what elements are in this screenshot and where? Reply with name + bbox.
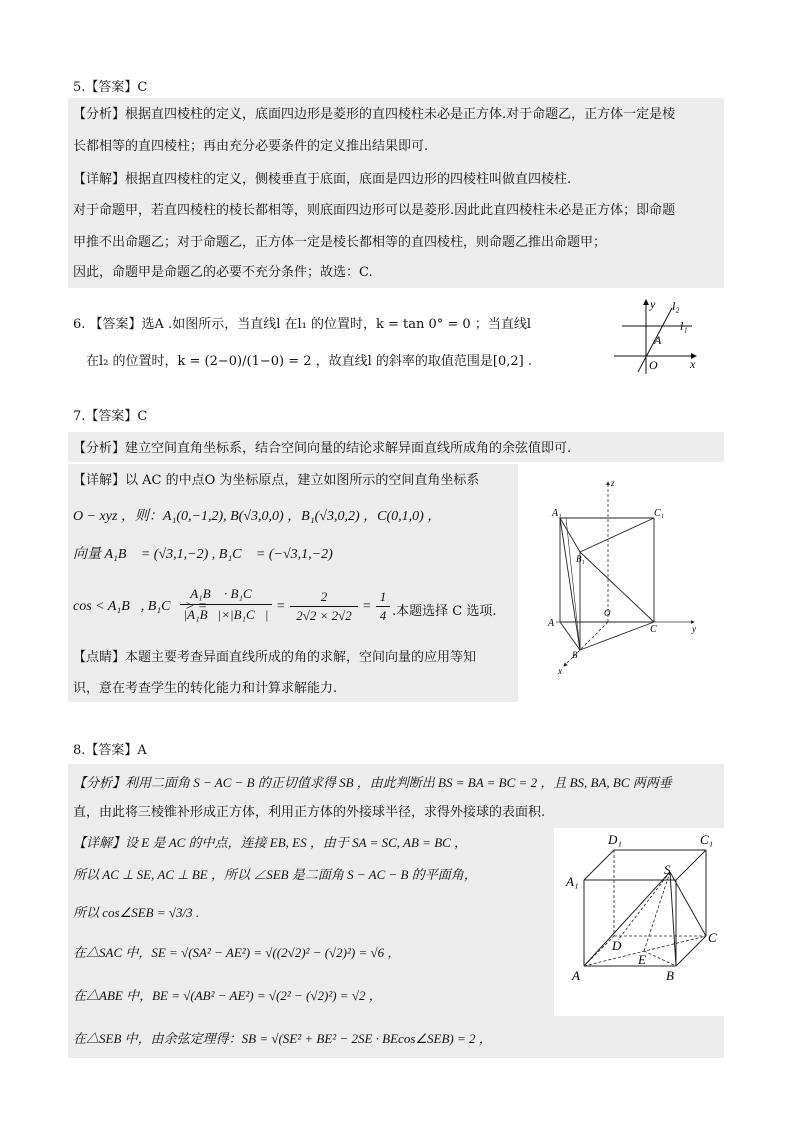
q7-frac1-num: A₁B⃗ · B₁C⃗ [180,586,272,605]
q7-fig-a1: A₁ [552,508,562,519]
q7-fig-c: C [650,624,657,635]
q8-fig-a: A [572,968,580,983]
q8-fig-s: S [664,862,671,877]
q7-fig-b1: B₁ [576,554,585,564]
q7-eq-2: = [362,599,372,614]
q7-cos-tail: .本题选择 C 选项. [392,604,497,619]
q6-fig-x: x [690,357,696,371]
q8-analysis-2: 直，由此将三棱锥补形成正方体，利用正方体的外接球半径，求得外接球的表面积. [73,805,546,820]
q8-detail-4: 在△SAC 中，SE = √(SA² − AE²) = √((2√2)² − (√2)²) = √6 ， [73,945,401,960]
q7-comment-2: 识，意在考查学生的转化能力和计算求解能力. [73,681,338,696]
q7-fig-c1: C₁ [654,508,665,519]
q8-detail-5: 在△ABE 中，BE = √(AB² − AE²) = √(2² − (√2)²) = √2 ， [73,988,382,1003]
q8-detail-6: 在△SEB 中，由余弦定理得：SB = √(SE² + BE² − 2SE · BEcos∠SEB) = 2 ， [73,1031,492,1046]
q5-detail-3: 甲推不出命题乙；对于命题乙，正方体一定是棱长都相等的直四棱柱，则命题乙推出命题甲； [73,235,607,250]
q7-frac3 [376,589,390,624]
q7-cos-left: cos < A₁B⃗, B₁C⃗ > = [73,599,208,614]
q7-frac3-den: 4 [379,608,387,623]
q6-figure [608,296,704,376]
q7-detail-3: 向量 A₁B⃗ = (√3,1,−2) , B₁C⃗ = (−√3,1,−2) ， [73,547,348,562]
q8-answer: 8.【答案】A [73,743,147,758]
q8-fig-d: D [612,938,622,953]
q7-fig-b: B [572,650,578,660]
q8-fig-c: C [708,930,717,945]
q5-detail-4: 因此，命题甲是命题乙的必要不充分条件；故选：C. [73,265,373,280]
q7-frac2-num: 2 [290,589,358,607]
q8-detail-3: 所以 cos∠SEB = √3/3 . [73,905,200,920]
q7-detail-1: 【详解】以 AC 的中点O 为坐标原点，建立如图所示的空间直角坐标系 [73,473,480,488]
q7-frac3-num: 1 [376,589,390,607]
q6-fig-l2: l₂ [672,299,680,313]
q8-fig-a1: A₁ [566,874,579,889]
q7-detail-2: O − xyz ，则：A₁(0,−1,2), B(√3,0,0) ，B₁(√3,0,2) ，C(0,1,0) ， [73,509,442,524]
q7-eq-1: = [276,599,286,614]
q7-frac1 [180,586,272,623]
q7-fig-x: x [558,666,562,674]
q7-comment-1: 【点睛】本题主要考查异面直线所成的角的求解，空间向量的应用等知 [73,650,477,665]
q7-figure [536,474,706,674]
q7-frac2 [290,589,358,624]
q6-fig-a: A [654,333,662,347]
q6-line-2: 在l₂ 的位置时，k = (2−0)/(1−0) = 2 ，故直线l 的斜率的取值范围是[0,2] . [86,354,533,369]
q7-frac2-den: 2√2 × 2√2 [296,608,352,623]
q5-answer: 5.【答案】C [73,80,148,95]
q6-line-1: 6. 【答案】选A .如图所示，当直线l 在l₁ 的位置时，k = tan 0° = 0 ；当直线l [73,317,531,332]
q8-detail-1: 【详解】设 E 是 AC 的中点，连接 EB, ES ，由于 SA = SC, AB = BC ， [73,835,468,850]
q5-detail-2: 对于命题甲，若直四棱柱的棱长都相等，则底面四边形可以是菱形.因此此直四棱柱未必是正方体；即命题 [73,203,676,218]
q7-answer: 7.【答案】C [73,409,148,424]
q8-detail-2: 所以 AC ⊥ SE, AC ⊥ BE ，所以 ∠SEB 是二面角 S − AC − B 的平面角， [73,867,477,882]
q6-fig-y: y [650,297,656,311]
q5-detail-1: 【详解】根据直四棱柱的定义，侧棱垂直于底面，底面是四边形的四棱柱叫做直四棱柱. [73,172,572,187]
q8-fig-c1: C₁ [700,832,714,847]
q8-fig-d1: D₁ [608,832,622,847]
q7-fig-y: y [692,624,696,634]
q8-figure [558,828,724,1014]
q6-fig-l1: l₁ [680,319,688,333]
q6-fig-o: O [649,358,658,372]
q5-analysis-2: 长都相等的直四棱柱；再由充分必要条件的定义推出结果即可. [73,139,429,154]
q7-fig-o: O [604,608,611,618]
q7-analysis: 【分析】建立空间直角坐标系，结合空间向量的结论求解异面直线所成角的余弦值即可. [73,441,572,456]
q8-analysis: 【分析】利用二面角 S − AC − B 的正切值求得 SB ，由此判断出 BS = BA = BC = 2 ，且 BS, BA, BC 两两垂 [73,775,672,790]
q7-fig-a: A [548,618,555,629]
q5-analysis: 【分析】根据直四棱柱的定义，底面四边形是菱形的直四棱柱未必是正方体.对于命题乙，正方体一定是棱 [73,107,676,122]
q5-shade [68,98,724,288]
q8-fig-b: B [666,968,674,983]
q7-frac1-den: |A₁B⃗|×|B₁C⃗| [183,607,269,622]
q8-fig-e: E [638,952,646,967]
q7-fig-z: z [611,478,615,488]
